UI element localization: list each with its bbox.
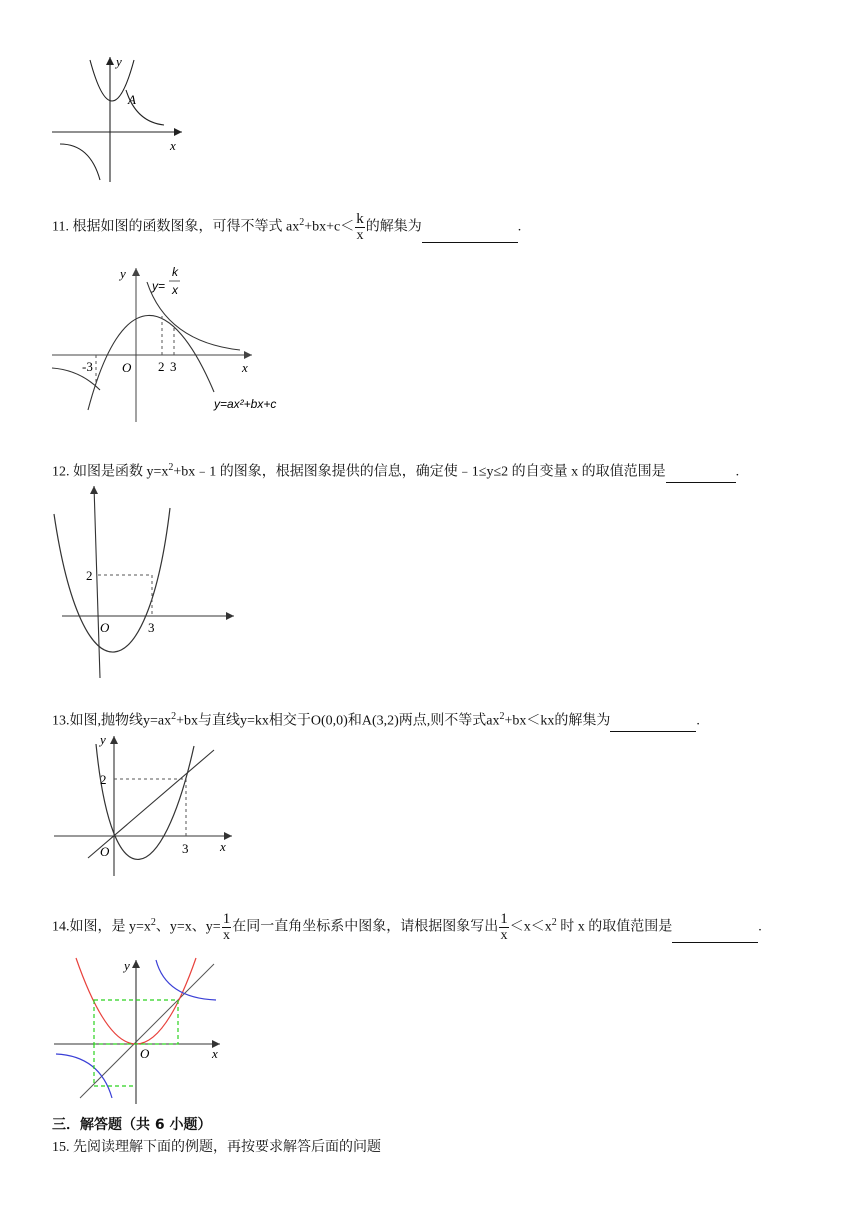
fig11-parabola-label: y=ax²+bx+c	[214, 397, 277, 411]
fig12-tick-y-2: 2	[86, 568, 93, 583]
fig11-tick-neg3: -3	[82, 359, 93, 374]
fig11-y-label: y	[120, 266, 126, 281]
q14-frac1-den: x	[222, 928, 230, 943]
fig14-y-label: y	[124, 958, 130, 973]
fig14-hyperbola-q1	[156, 960, 216, 1000]
fig11-tick-2: 2	[158, 359, 165, 374]
fig13-y-label: y	[100, 732, 106, 747]
q14-answer-blank[interactable]	[672, 928, 758, 943]
q11-sup: 2	[299, 217, 305, 229]
q14-sup1: 2	[150, 917, 156, 929]
q14-text-a: 如图，是 y=x	[69, 919, 151, 935]
fig10-point-a: A	[128, 92, 136, 107]
q11-text-after: 的解集为	[365, 219, 422, 235]
q12-end: .	[735, 464, 740, 480]
q14-sup2: 2	[551, 917, 557, 929]
q13-end: .	[696, 713, 700, 729]
q14-number: 14.	[52, 919, 70, 935]
question-14	[52, 912, 762, 943]
q14-frac2-den: x	[500, 928, 508, 943]
figure-11-graph	[52, 262, 312, 422]
fig14-hyperbola-q3	[56, 1054, 112, 1098]
fig11-x-label: x	[242, 360, 248, 375]
q12-sup: 2	[168, 462, 174, 473]
fig10-y-label: y	[116, 54, 122, 69]
fig13-origin: O	[100, 844, 110, 859]
section-3-heading: 三．解答题（共 6 小题）	[52, 1117, 212, 1133]
q13-answer-blank[interactable]	[610, 717, 696, 732]
q11-answer-blank[interactable]	[422, 228, 518, 243]
q12-number: 12.	[52, 464, 70, 480]
figure-10-graph	[50, 52, 190, 187]
q11-frac-den: x	[356, 228, 364, 243]
q14-text-c: 在同一直角坐标系中图象，请根据图象写出	[232, 919, 499, 935]
q14-end: .	[758, 919, 762, 935]
fig11-tick-3: 3	[170, 359, 177, 374]
q14-frac1-num: 1	[222, 911, 231, 927]
q13-text-before: 如图,抛物线y=ax	[69, 713, 172, 729]
fig13-tick-y-2: 2	[100, 772, 107, 787]
q11-number: 11.	[52, 219, 69, 235]
figure-14-graph	[52, 956, 232, 1106]
fig11-hyperbola-den: x	[172, 283, 178, 297]
q14-frac2-num: 1	[500, 911, 508, 927]
question-15	[52, 1136, 381, 1156]
q11-text-mid: +bx+c＜	[304, 219, 355, 235]
fig14-origin: O	[140, 1046, 150, 1061]
fig14-x-label: x	[212, 1046, 218, 1061]
figure-12-graph	[52, 484, 242, 680]
q15-text: 先阅读理解下面的例题，再按要求解答后面的问题	[73, 1140, 381, 1155]
q11-fraction	[355, 212, 365, 243]
q13-sup1: 2	[171, 711, 177, 722]
q15-number: 15.	[52, 1140, 70, 1155]
fig12-tick-x-3: 3	[148, 620, 155, 635]
q13-text-after: +bx＜kx的解集为	[504, 713, 611, 729]
figure-13-graph	[52, 730, 242, 880]
q14-text-e: 时 x 的取值范围是	[556, 919, 673, 935]
q13-sup2: 2	[499, 711, 505, 722]
question-13	[52, 707, 700, 732]
fig11-origin: O	[122, 360, 132, 375]
q12-text-after: +bx﹣1 的图象，根据图象提供的信息，确定使﹣1≤y≤2 的自变量 x 的取值范围是	[173, 464, 666, 480]
question-12	[52, 458, 739, 483]
fig13-tick-x-3: 3	[182, 841, 189, 856]
q13-text-mid: +bx与直线y=kx相交于O(0,0)和A(3,2)两点,则不等式ax	[176, 713, 500, 729]
q14-text-b: 、y=x、y=	[155, 919, 221, 935]
q14-fraction-1	[222, 912, 232, 943]
fig13-x-label: x	[220, 839, 226, 854]
q13-number: 13.	[52, 713, 70, 729]
question-11	[52, 212, 521, 243]
q11-text-before: 根据如图的函数图象，可得不等式 ax	[72, 219, 300, 235]
fig12-origin: O	[100, 620, 110, 635]
q12-answer-blank[interactable]	[666, 468, 736, 483]
q11-end: .	[517, 219, 522, 235]
q12-text-before: 如图是函数 y=x	[73, 464, 169, 480]
fig10-x-label: x	[170, 138, 176, 153]
fig11-hyperbola-prefix: y=	[152, 279, 166, 293]
q14-fraction-2	[499, 912, 509, 943]
fig11-hyperbola-num: k	[172, 265, 178, 279]
q11-frac-num: k	[356, 211, 364, 227]
q14-text-d: ＜x＜x	[509, 919, 552, 935]
